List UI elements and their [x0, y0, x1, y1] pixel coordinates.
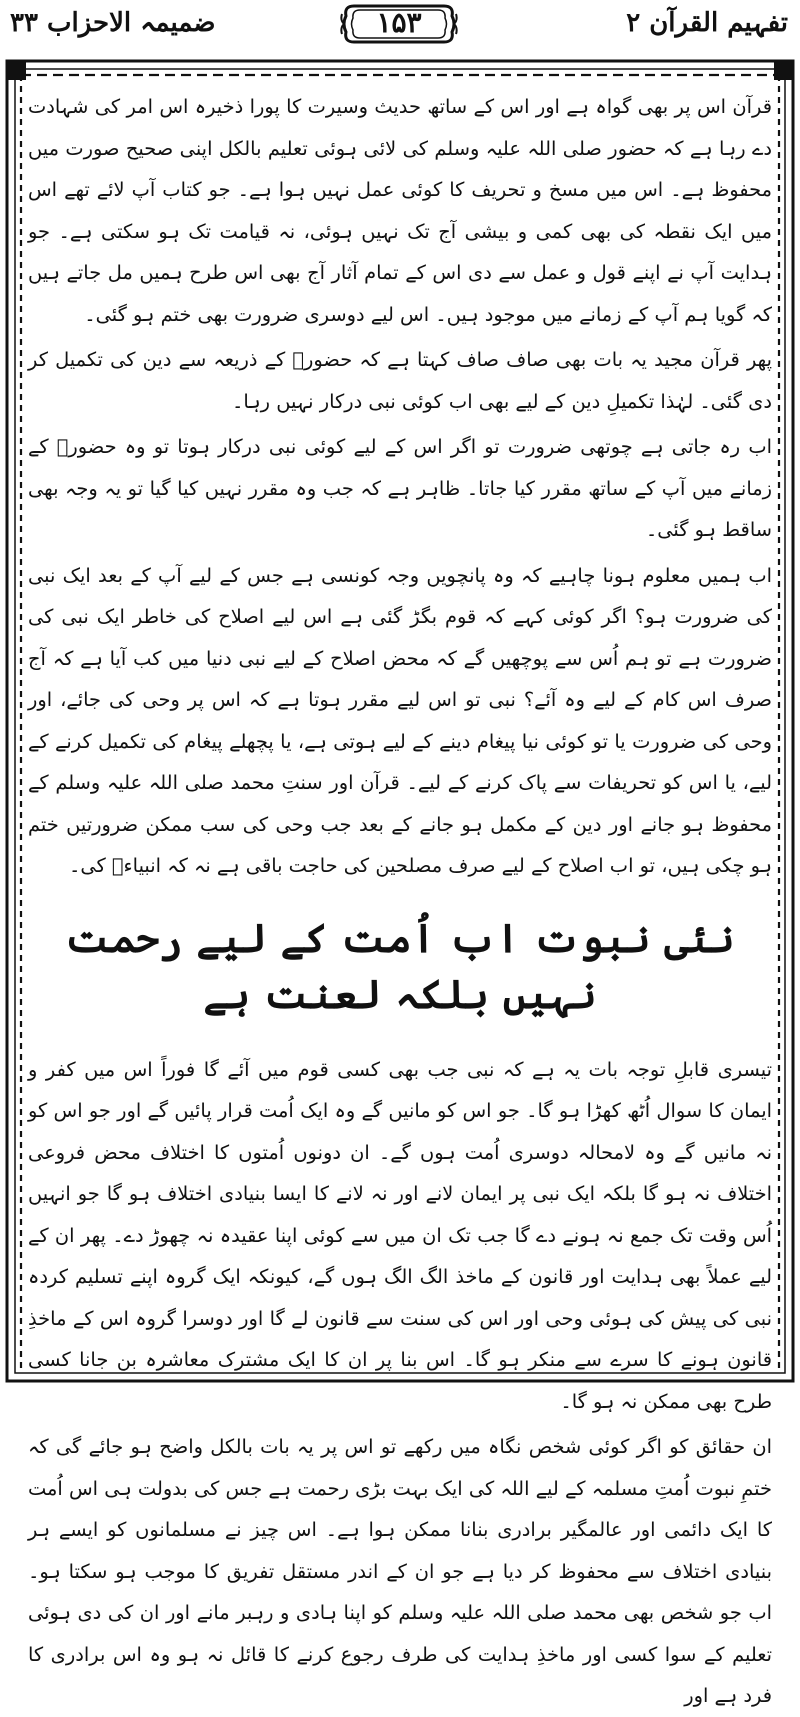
paragraph-6: ان حقائق کو اگر کوئی شخص نگاہ میں رکھے تو اس پر یہ بات بالکل واضح ہو جائے گی کہ ختمِ نبوت اُمتِ مسلمہ کے لیے اللہ کی ایک بہت بڑی رحمت ہے جس کی بدولت ہی اس اُمت کا ایک دائمی اور عالمگیر برادری بنانا ممکن ہوا ہے۔ اس چیز نے مسلمانوں کو ایسے ہر بنیادی اختلاف سے محفوظ کر دیا ہے جو ان کے اندر مستقل تفریق کا موجب ہو سکتا ہو۔ اب جو شخص بھی محمد صلی اللہ علیہ وسلم کو اپنا ہادی و رہبر مانے اور ان کی دی ہوئی تعلیم کے سوا کسی اور ماخذِ ہدایت کی طرف رجوع کرنے کا قائل نہ ہو وہ اس برادری کا فرد ہے اور — [28, 1435, 772, 1707]
paragraph-3: اب رہ جاتی ہے چوتھی ضرورت تو اگر اس کے لیے کوئی نبی درکار ہوتا تو وہ حضورؐ کے زمانے میں آپ کے ساتھ مقرر کیا جاتا۔ ظاہر ہے کہ جب وہ مقرر نہیں کیا گیا تو یہ وجہ بھی ساقط ہو گئی۔ — [28, 435, 772, 541]
paragraph-5: تیسری قابلِ توجہ بات یہ ہے کہ نبی جب بھی کسی قوم میں آئے گا فوراً اس میں کفر و ایمان کا سوال اُٹھ کھڑا ہو گا۔ جو اس کو مانیں گے وہ ایک اُمت قرار پائیں گے اور جو اس کو نہ مانیں گے وہ لامحالہ دوسری اُمت ہوں گے۔ ان دونوں اُمتوں کا اختلاف محض فروعی اختلاف نہ ہو گا بلکہ ایک نبی پر ایمان لانے اور نہ لانے کا ایسا بنیادی اختلاف ہو گا جو انہیں اُس وقت تک جمع نہ ہونے دے گا جب تک ان میں سے کوئی اپنا عقیدہ نہ چھوڑ دے۔ پھر ان کے لیے عملاً بھی ہدایت اور قانون کے ماخذ الگ الگ ہوں گے، کیونکہ ایک گروہ اپنے تسلیم کردہ نبی کی پیش کی ہوئی وحی اور اس کی سنت سے قانون لے گا اور دوسرا گروہ اس کے ماخذِ قانون ہونے کا سرے سے منکر ہو گا۔ اس بنا پر ان کا ایک مشترک معاشرہ بن جانا کسی طرح بھی ممکن نہ ہو گا۔ — [28, 1057, 772, 1413]
section-heading: نئی نبوت اب اُمت کے لیے رحمت نہیں بلکہ لعنت ہے — [65, 914, 735, 1018]
page-number-badge — [340, 0, 458, 48]
section-title: ضمیمہ الاحزاب ۳۳ — [10, 8, 216, 38]
page-number: ۱۵۳ — [376, 6, 422, 39]
paragraph-2: پھر قرآن مجید یہ بات بھی صاف صاف کہتا ہے کہ حضورؐ کے ذریعہ سے دین کی تکمیل کر دی گئی۔ لہٰذا تکمیلِ دین کے لیے بھی اب کوئی نبی درکار نہیں رہا۔ — [28, 348, 772, 413]
main-text — [28, 86, 772, 1707]
paragraph-1: قرآن اس پر بھی گواہ ہے اور اس کے ساتھ حدیث وسیرت کا پورا ذخیرہ اس امر کی شہادت دے رہا ہے کہ حضور صلی اللہ علیہ وسلم کی لائی ہوئی تعلیم بالکل اپنی صحیح صورت میں محفوظ ہے۔ اس میں مسخ و تحریف کا کوئی عمل نہیں ہوا ہے۔ جو کتاب آپ لائے تھے اس میں ایک نقطہ کی بھی کمی و بیشی آج تک نہیں ہوئی، نہ قیامت تک ہو سکتی ہے۔ جو ہدایت آپ نے اپنے قول و عمل سے دی اس کے تمام آثار آج بھی اس طرح ہمیں مل جاتے ہیں کہ گویا ہم آپ کے زمانے میں موجود ہیں۔ اس لیے دوسری ضرورت بھی ختم ہو گئی۔ — [28, 95, 772, 326]
paragraph-4: اب ہمیں معلوم ہونا چاہیے کہ وہ پانچویں وجہ کونسی ہے جس کے لیے آپ کے بعد ایک نبی کی ضرورت ہو؟ اگر کوئی کہے کہ قوم بگڑ گئی ہے اس لیے اصلاح کی خاطر ایک نبی کی ضرورت ہے تو ہم اُس سے پوچھیں گے کہ محض اصلاح کے لیے نبی دنیا میں کب آیا ہے کہ آج صرف اس کام کے لیے وہ آئے؟ نبی تو اس لیے مقرر ہوتا ہے کہ اس پر وحی کی جائے، اور وحی کی ضرورت یا تو کوئی نیا پیغام دینے کے لیے ہوتی ہے، یا پچھلے پیغام کی تکمیل کرنے کے لیے، یا اس کو تحریفات سے پاک کرنے کے لیے۔ قرآن اور سنتِ محمد صلی اللہ علیہ وسلم کے محفوظ ہو جانے اور دین کے مکمل ہو جانے کے بعد جب وحی کی سب ممکن ضرورتیں ختم ہو چکی ہیں، تو اب اصلاح کے لیے صرف مصلحین کی حاجت باقی ہے نہ کہ انبیاءؑ کی۔ — [28, 563, 772, 877]
page-header — [0, 0, 800, 58]
book-title: تفہیم القرآن ۲ — [626, 8, 788, 38]
